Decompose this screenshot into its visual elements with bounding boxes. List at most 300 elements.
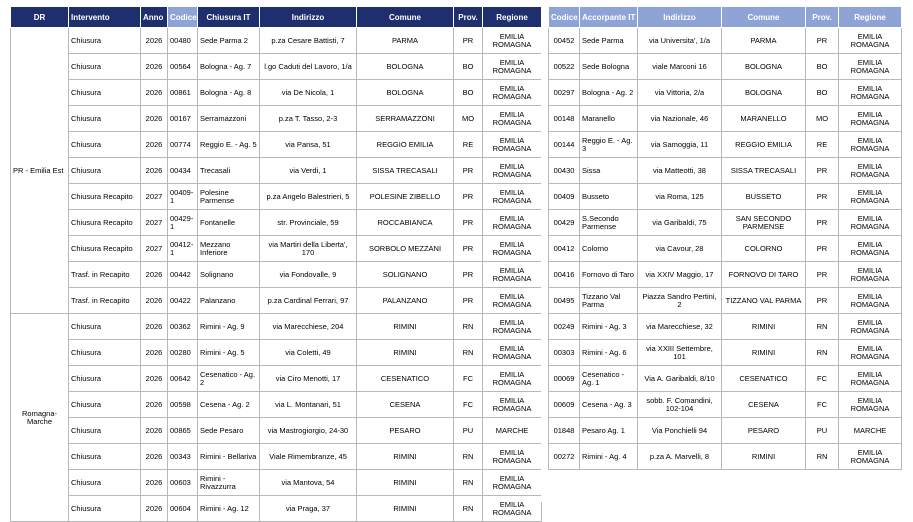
table-row xyxy=(11,392,542,418)
table-cell: 00422 xyxy=(168,288,198,314)
table-cell: RN xyxy=(806,314,839,340)
table-row xyxy=(11,106,542,132)
table-cell: Fontanelle xyxy=(198,210,260,236)
table-cell: p.za Angelo Balestrieri, 5 xyxy=(260,184,357,210)
table-cell: BOLOGNA xyxy=(722,54,806,80)
table-cell: Rimini - Ag. 5 xyxy=(198,340,260,366)
table-cell: 00603 xyxy=(168,470,198,496)
table-row xyxy=(11,184,542,210)
table-cell: CESENA xyxy=(722,392,806,418)
table-cell: 00429 xyxy=(549,210,580,236)
table-cell: Sissa xyxy=(580,158,638,184)
table-cell: PR xyxy=(454,288,483,314)
table-cell: via Praga, 37 xyxy=(260,496,357,522)
table-cell: Sede Parma 2 xyxy=(198,28,260,54)
table-cell: 00434 xyxy=(168,158,198,184)
table-row xyxy=(549,366,902,392)
table-cell: RN xyxy=(806,340,839,366)
table-row xyxy=(549,314,902,340)
table-cell: via De Nicola, 1 xyxy=(260,80,357,106)
table-cell: Chiusura Recapito xyxy=(69,184,141,210)
closures-table xyxy=(10,6,542,522)
table-row xyxy=(549,158,902,184)
table-cell: Chiusura xyxy=(69,496,141,522)
table-cell: Cesenatico - Ag. 1 xyxy=(580,366,638,392)
table-cell: MARANELLO xyxy=(722,106,806,132)
table-cell: EMILIA ROMAGNA xyxy=(483,288,542,314)
table-cell: EMILIA ROMAGNA xyxy=(483,314,542,340)
closures-header-cell: Codice xyxy=(168,7,198,28)
table-cell: Cesenatico - Ag. 2 xyxy=(198,366,260,392)
table-cell: PR xyxy=(806,288,839,314)
table-cell: Chiusura xyxy=(69,366,141,392)
table-cell: 00604 xyxy=(168,496,198,522)
table-cell: EMILIA ROMAGNA xyxy=(483,158,542,184)
table-cell: FC xyxy=(806,392,839,418)
table-row xyxy=(549,210,902,236)
table-cell: EMILIA ROMAGNA xyxy=(483,366,542,392)
table-cell: EMILIA ROMAGNA xyxy=(483,496,542,522)
table-cell: Cesena - Ag. 3 xyxy=(580,392,638,418)
table-cell: 2027 xyxy=(141,236,168,262)
table-cell: Mezzano Inferiore xyxy=(198,236,260,262)
merging-header-cell: Comune xyxy=(722,7,806,28)
table-cell: RN xyxy=(454,496,483,522)
table-cell: 2026 xyxy=(141,418,168,444)
table-cell: PR xyxy=(454,236,483,262)
table-cell: str. Provinciale, 59 xyxy=(260,210,357,236)
table-row xyxy=(549,418,902,444)
table-cell: 2026 xyxy=(141,340,168,366)
merging-header-cell: Codice xyxy=(549,7,580,28)
table-cell: via XXIV Maggio, 17 xyxy=(638,262,722,288)
table-cell: 00495 xyxy=(549,288,580,314)
table-cell: REGGIO EMILIA xyxy=(722,132,806,158)
table-cell: EMILIA ROMAGNA xyxy=(839,210,902,236)
table-cell: Chiusura xyxy=(69,314,141,340)
table-cell: EMILIA ROMAGNA xyxy=(839,184,902,210)
table-cell: via Samoggia, 11 xyxy=(638,132,722,158)
table-cell: Bologna - Ag. 7 xyxy=(198,54,260,80)
table-cell: EMILIA ROMAGNA xyxy=(839,106,902,132)
table-cell: EMILIA ROMAGNA xyxy=(839,28,902,54)
table-cell: Chiusura xyxy=(69,106,141,132)
table-row xyxy=(11,444,542,470)
table-cell: RIMINI xyxy=(357,444,454,470)
table-cell: EMILIA ROMAGNA xyxy=(483,470,542,496)
table-cell: 00272 xyxy=(549,444,580,470)
table-cell: CESENATICO xyxy=(722,366,806,392)
merging-header-cell: Accorpante IT xyxy=(580,7,638,28)
closures-header-cell: Intervento xyxy=(69,7,141,28)
table-cell: 2026 xyxy=(141,392,168,418)
table-cell: via Roma, 125 xyxy=(638,184,722,210)
table-cell: EMILIA ROMAGNA xyxy=(839,444,902,470)
table-cell: SAN SECONDO PARMENSE xyxy=(722,210,806,236)
closures-header-cell: Indirizzo xyxy=(260,7,357,28)
closures-header-cell: Chiusura IT xyxy=(198,7,260,28)
table-cell: RIMINI xyxy=(357,470,454,496)
table-cell: PR xyxy=(806,158,839,184)
table-cell: 00412-1 xyxy=(168,236,198,262)
table-cell: Piazza Sandro Pertini, 2 xyxy=(638,288,722,314)
table-cell: Palanzano xyxy=(198,288,260,314)
table-cell: CESENA xyxy=(357,392,454,418)
table-row xyxy=(11,262,542,288)
table-row xyxy=(549,340,902,366)
table-cell: COLORNO xyxy=(722,236,806,262)
table-cell: Chiusura Recapito xyxy=(69,236,141,262)
table-cell: 2026 xyxy=(141,288,168,314)
table-cell: PALANZANO xyxy=(357,288,454,314)
table-cell: Trasf. in Recapito xyxy=(69,262,141,288)
table-cell: 2026 xyxy=(141,470,168,496)
table-cell: EMILIA ROMAGNA xyxy=(483,340,542,366)
table-cell: Via Ponchielli 94 xyxy=(638,418,722,444)
table-cell: Rimini - Ag. 12 xyxy=(198,496,260,522)
table-cell: RIMINI xyxy=(722,340,806,366)
table-cell: RE xyxy=(806,132,839,158)
table-cell: RN xyxy=(454,340,483,366)
table-cell: Viale Rimembranze, 45 xyxy=(260,444,357,470)
table-cell: EMILIA ROMAGNA xyxy=(839,366,902,392)
table-cell: RIMINI xyxy=(357,496,454,522)
table-cell: 2027 xyxy=(141,210,168,236)
table-cell: BOLOGNA xyxy=(357,54,454,80)
table-cell: 2026 xyxy=(141,80,168,106)
table-cell: EMILIA ROMAGNA xyxy=(839,132,902,158)
closures-body xyxy=(11,28,542,522)
table-cell: RN xyxy=(454,470,483,496)
table-cell: Polesine Parmense xyxy=(198,184,260,210)
table-cell: 2026 xyxy=(141,158,168,184)
table-cell: 00362 xyxy=(168,314,198,340)
table-cell: via XXIII Settembre, 101 xyxy=(638,340,722,366)
table-cell: Rimini - Bellariva xyxy=(198,444,260,470)
table-cell: 00280 xyxy=(168,340,198,366)
merging-header-row xyxy=(549,7,902,28)
table-row xyxy=(549,80,902,106)
table-row xyxy=(549,288,902,314)
table-cell: Pesaro Ag. 1 xyxy=(580,418,638,444)
table-cell: EMILIA ROMAGNA xyxy=(839,262,902,288)
table-cell: 00861 xyxy=(168,80,198,106)
table-cell: SOLIGNANO xyxy=(357,262,454,288)
table-cell: Reggio E. - Ag. 5 xyxy=(198,132,260,158)
table-cell: 00409-1 xyxy=(168,184,198,210)
closures-header-cell: Regione xyxy=(483,7,542,28)
table-cell: 2026 xyxy=(141,28,168,54)
table-row xyxy=(549,184,902,210)
table-cell: via Ciro Menotti, 17 xyxy=(260,366,357,392)
table-cell: Bologna - Ag. 8 xyxy=(198,80,260,106)
table-cell: PESARO xyxy=(722,418,806,444)
table-cell: REGGIO EMILIA xyxy=(357,132,454,158)
closures-header-cell: Comune xyxy=(357,7,454,28)
table-cell: EMILIA ROMAGNA xyxy=(839,158,902,184)
table-cell: PU xyxy=(454,418,483,444)
table-cell: 00343 xyxy=(168,444,198,470)
table-cell: EMILIA ROMAGNA xyxy=(839,340,902,366)
table-cell: via Mantova, 54 xyxy=(260,470,357,496)
table-cell: EMILIA ROMAGNA xyxy=(839,314,902,340)
table-row xyxy=(11,158,542,184)
table-cell: Chiusura xyxy=(69,132,141,158)
table-cell: 2026 xyxy=(141,262,168,288)
table-row xyxy=(11,496,542,522)
dr-cell: Romagna-Marche xyxy=(11,314,69,522)
table-cell: Rimini - Ag. 3 xyxy=(580,314,638,340)
table-row xyxy=(11,288,542,314)
table-cell: PR xyxy=(454,158,483,184)
table-cell: EMILIA ROMAGNA xyxy=(483,184,542,210)
table-cell: 00442 xyxy=(168,262,198,288)
table-row xyxy=(549,28,902,54)
table-cell: p.za A. Marvelli, 8 xyxy=(638,444,722,470)
table-cell: FC xyxy=(454,366,483,392)
table-cell: 2026 xyxy=(141,366,168,392)
table-cell: EMILIA ROMAGNA xyxy=(483,28,542,54)
table-cell: Rimini - Rivazzurra xyxy=(198,470,260,496)
table-row xyxy=(549,392,902,418)
table-cell: 00430 xyxy=(549,158,580,184)
table-cell: Rimini - Ag. 4 xyxy=(580,444,638,470)
table-row xyxy=(11,418,542,444)
closures-header-cell: Anno xyxy=(141,7,168,28)
table-cell: 00480 xyxy=(168,28,198,54)
dr-cell: PR - Emilia Est xyxy=(11,28,69,314)
table-cell: 00148 xyxy=(549,106,580,132)
table-cell: via L. Montanari, 51 xyxy=(260,392,357,418)
table-cell: SORBOLO MEZZANI xyxy=(357,236,454,262)
table-cell: BO xyxy=(454,80,483,106)
table-cell: EMILIA ROMAGNA xyxy=(483,236,542,262)
table-cell: PU xyxy=(806,418,839,444)
table-cell: 2026 xyxy=(141,54,168,80)
table-cell: Maranello xyxy=(580,106,638,132)
table-cell: Chiusura xyxy=(69,80,141,106)
table-cell: EMILIA ROMAGNA xyxy=(483,392,542,418)
table-cell: Chiusura xyxy=(69,418,141,444)
table-cell: CESENATICO xyxy=(357,366,454,392)
table-cell: EMILIA ROMAGNA xyxy=(483,444,542,470)
table-cell: EMILIA ROMAGNA xyxy=(483,132,542,158)
merging-header-cell: Prov. xyxy=(806,7,839,28)
table-cell: ROCCABIANCA xyxy=(357,210,454,236)
merging-body xyxy=(549,28,902,470)
table-cell: RIMINI xyxy=(722,314,806,340)
table-cell: via Matteotti, 38 xyxy=(638,158,722,184)
table-cell: Fornovo di Taro xyxy=(580,262,638,288)
table-cell: p.za Cardinal Ferrari, 97 xyxy=(260,288,357,314)
table-cell: 00598 xyxy=(168,392,198,418)
table-cell: PR xyxy=(806,28,839,54)
table-cell: Chiusura xyxy=(69,444,141,470)
table-cell: MARCHE xyxy=(483,418,542,444)
table-row xyxy=(11,80,542,106)
table-cell: Sede Bologna xyxy=(580,54,638,80)
table-cell: Tizzano Val Parma xyxy=(580,288,638,314)
table-cell: EMILIA ROMAGNA xyxy=(483,262,542,288)
table-cell: BO xyxy=(806,80,839,106)
table-cell: 00167 xyxy=(168,106,198,132)
table-row xyxy=(549,262,902,288)
table-cell: 01848 xyxy=(549,418,580,444)
table-row xyxy=(549,106,902,132)
table-cell: EMILIA ROMAGNA xyxy=(839,392,902,418)
table-cell: PR xyxy=(806,236,839,262)
table-cell: sobb. F. Comandini, 102-104 xyxy=(638,392,722,418)
table-cell: RN xyxy=(454,314,483,340)
table-row xyxy=(11,366,542,392)
table-cell: Cesena - Ag. 2 xyxy=(198,392,260,418)
table-cell: 00564 xyxy=(168,54,198,80)
table-cell: 00297 xyxy=(549,80,580,106)
table-cell: p.za T. Tasso, 2-3 xyxy=(260,106,357,132)
table-cell: l.go Caduti del Lavoro, 1/a xyxy=(260,54,357,80)
table-cell: RIMINI xyxy=(722,444,806,470)
table-cell: PARMA xyxy=(722,28,806,54)
table-cell: via Nazionale, 46 xyxy=(638,106,722,132)
table-cell: 00416 xyxy=(549,262,580,288)
table-separator xyxy=(541,6,548,502)
table-cell: RE xyxy=(454,132,483,158)
table-cell: via Marecchiese, 204 xyxy=(260,314,357,340)
table-cell: 00144 xyxy=(549,132,580,158)
table-cell: Sede Pesaro xyxy=(198,418,260,444)
closures-header-cell: Prov. xyxy=(454,7,483,28)
table-cell: MARCHE xyxy=(839,418,902,444)
table-cell: PR xyxy=(454,210,483,236)
table-row xyxy=(11,236,542,262)
table-cell: EMILIA ROMAGNA xyxy=(839,80,902,106)
table-cell: Trecasali xyxy=(198,158,260,184)
table-cell: PR xyxy=(806,210,839,236)
table-cell: EMILIA ROMAGNA xyxy=(839,54,902,80)
table-row xyxy=(11,28,542,54)
table-cell: RIMINI xyxy=(357,314,454,340)
table-cell: BO xyxy=(454,54,483,80)
table-cell: EMILIA ROMAGNA xyxy=(483,210,542,236)
table-row xyxy=(11,470,542,496)
table-cell: via Pansa, 51 xyxy=(260,132,357,158)
table-cell: via Vittoria, 2/a xyxy=(638,80,722,106)
table-cell: RN xyxy=(454,444,483,470)
table-cell: RN xyxy=(806,444,839,470)
table-cell: EMILIA ROMAGNA xyxy=(483,106,542,132)
table-cell: via Martiri della Liberta', 170 xyxy=(260,236,357,262)
table-cell: Chiusura xyxy=(69,28,141,54)
closures-header-row xyxy=(11,7,542,28)
table-cell: Chiusura xyxy=(69,340,141,366)
table-cell: 00642 xyxy=(168,366,198,392)
table-cell: S.Secondo Parmense xyxy=(580,210,638,236)
table-cell: FC xyxy=(454,392,483,418)
merging-offices-table xyxy=(548,6,902,470)
table-row xyxy=(11,340,542,366)
table-cell: via Universita', 1/a xyxy=(638,28,722,54)
table-cell: via Verdi, 1 xyxy=(260,158,357,184)
table-cell: Via A. Garibaldi, 8/10 xyxy=(638,366,722,392)
table-cell: 00774 xyxy=(168,132,198,158)
table-cell: 2026 xyxy=(141,314,168,340)
table-cell: Rimini - Ag. 9 xyxy=(198,314,260,340)
table-cell: MO xyxy=(806,106,839,132)
table-cell: PR xyxy=(454,262,483,288)
table-row xyxy=(549,132,902,158)
table-cell: SISSA TRECASALI xyxy=(722,158,806,184)
table-cell: FORNOVO DI TARO xyxy=(722,262,806,288)
table-cell: 00412 xyxy=(549,236,580,262)
table-row xyxy=(11,132,542,158)
table-cell: Chiusura xyxy=(69,470,141,496)
table-cell: via Mastrogiorgio, 24-30 xyxy=(260,418,357,444)
table-cell: RIMINI xyxy=(357,340,454,366)
merging-header-cell: Indirizzo xyxy=(638,7,722,28)
table-cell: via Garibaldi, 75 xyxy=(638,210,722,236)
table-cell: TIZZANO VAL PARMA xyxy=(722,288,806,314)
table-cell: EMILIA ROMAGNA xyxy=(483,80,542,106)
table-row xyxy=(11,54,542,80)
table-cell: 00429-1 xyxy=(168,210,198,236)
table-cell: EMILIA ROMAGNA xyxy=(839,288,902,314)
table-cell: 2026 xyxy=(141,444,168,470)
table-cell: BO xyxy=(806,54,839,80)
merging-header-cell: Regione xyxy=(839,7,902,28)
table-cell: 2026 xyxy=(141,496,168,522)
table-cell: 00452 xyxy=(549,28,580,54)
table-cell: SERRAMAZZONI xyxy=(357,106,454,132)
table-cell: BOLOGNA xyxy=(722,80,806,106)
table-cell: Chiusura Recapito xyxy=(69,210,141,236)
table-cell: Sede Parma xyxy=(580,28,638,54)
table-cell: BUSSETO xyxy=(722,184,806,210)
table-cell: Bologna - Ag. 2 xyxy=(580,80,638,106)
table-cell: PR xyxy=(454,184,483,210)
table-cell: via Fondovalle, 9 xyxy=(260,262,357,288)
table-cell: PR xyxy=(454,28,483,54)
table-cell: 00303 xyxy=(549,340,580,366)
table-cell: 00069 xyxy=(549,366,580,392)
table-cell: p.za Cesare Battisti, 7 xyxy=(260,28,357,54)
table-cell: 00522 xyxy=(549,54,580,80)
table-row xyxy=(549,54,902,80)
table-cell: Trasf. in Recapito xyxy=(69,288,141,314)
table-cell: SISSA TRECASALI xyxy=(357,158,454,184)
table-cell: via Marecchiese, 32 xyxy=(638,314,722,340)
table-cell: PARMA xyxy=(357,28,454,54)
table-cell: via Coletti, 49 xyxy=(260,340,357,366)
table-cell: Serramazzoni xyxy=(198,106,260,132)
table-cell: via Cavour, 28 xyxy=(638,236,722,262)
closures-header-cell: DR xyxy=(11,7,69,28)
table-cell: viale Marconi 16 xyxy=(638,54,722,80)
table-cell: EMILIA ROMAGNA xyxy=(839,236,902,262)
table-cell: BOLOGNA xyxy=(357,80,454,106)
table-row xyxy=(11,314,542,340)
table-cell: Reggio E. - Ag. 3 xyxy=(580,132,638,158)
table-cell: Chiusura xyxy=(69,158,141,184)
table-cell: 2026 xyxy=(141,106,168,132)
table-cell: Colorno xyxy=(580,236,638,262)
table-row xyxy=(11,210,542,236)
table-cell: 2027 xyxy=(141,184,168,210)
table-cell: POLESINE ZIBELLO xyxy=(357,184,454,210)
table-cell: PR xyxy=(806,262,839,288)
table-cell: MO xyxy=(454,106,483,132)
table-row xyxy=(549,236,902,262)
table-cell: PESARO xyxy=(357,418,454,444)
